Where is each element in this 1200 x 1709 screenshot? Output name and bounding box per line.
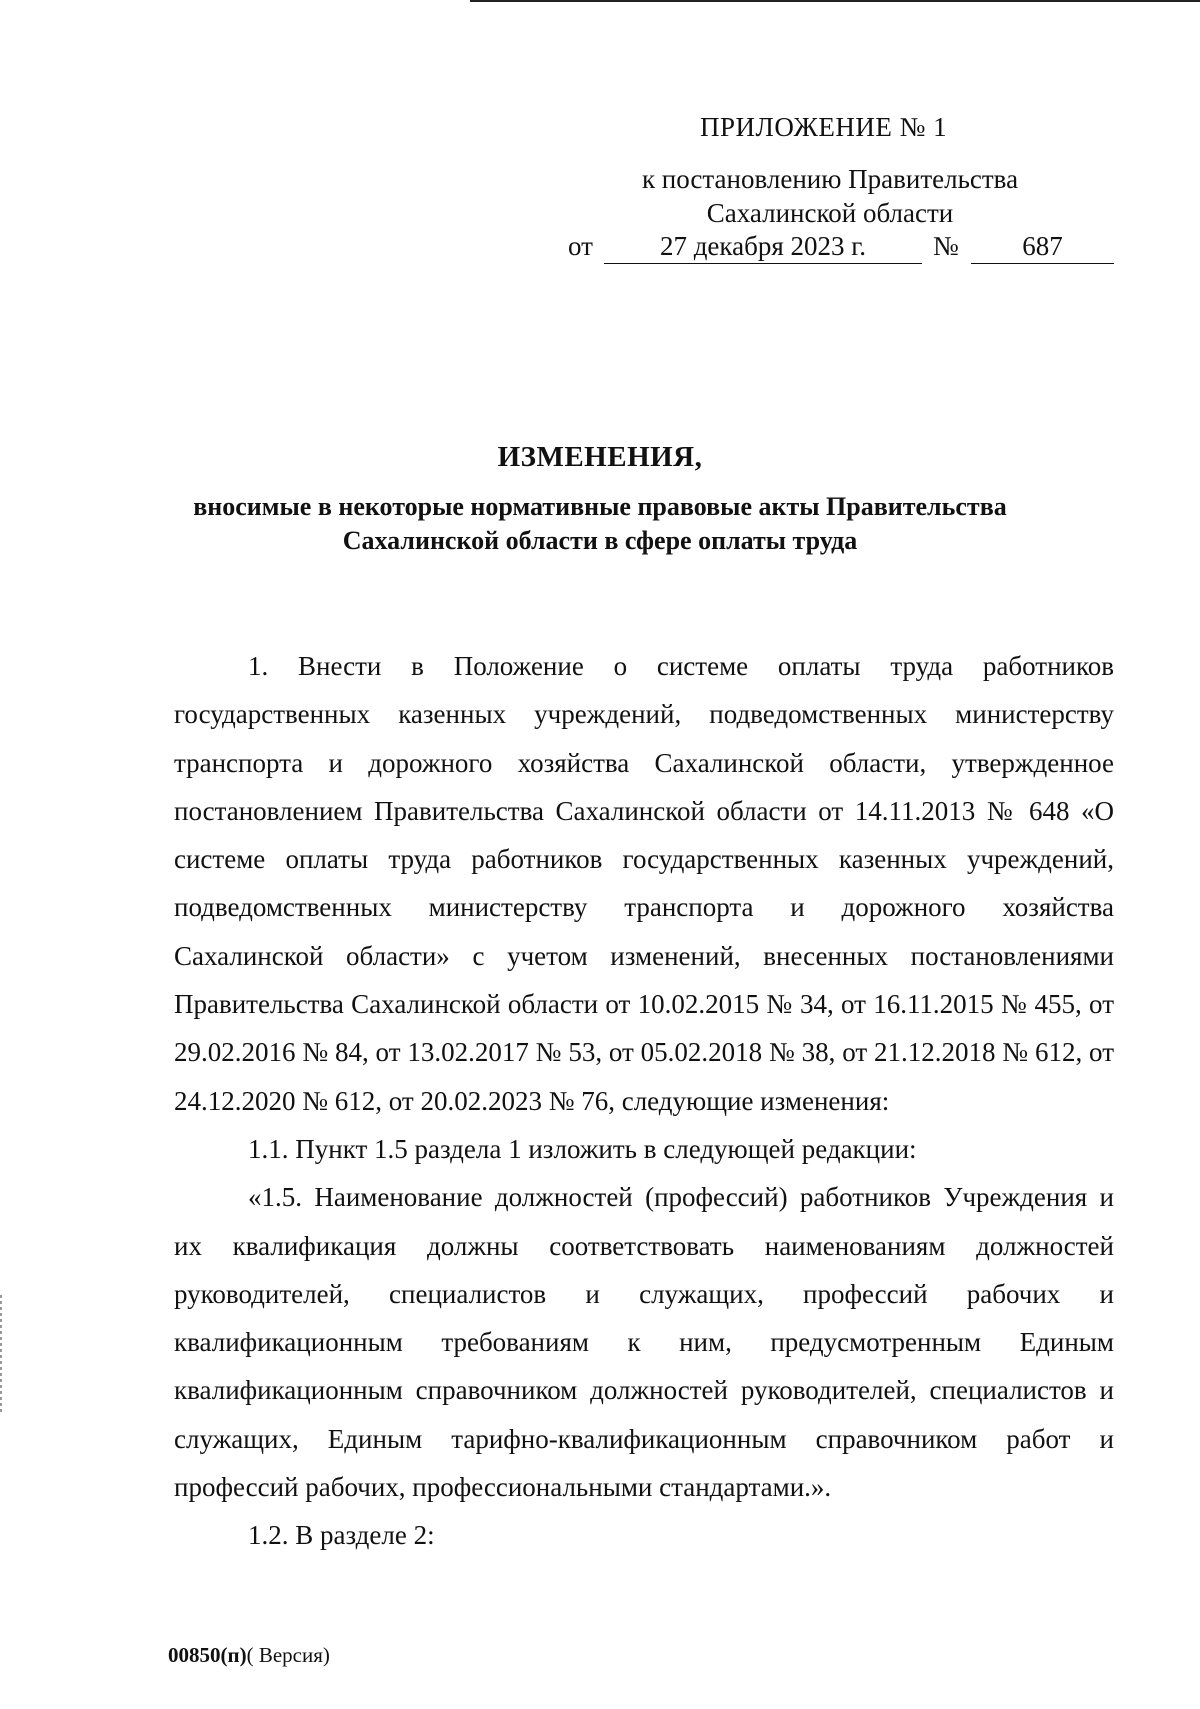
top-border-line — [470, 0, 1200, 2]
paragraph-1-5-text: «1.5. Наименование должностей (профессий) работников Учреждения и их квалификация должны соответствовать наименованиям должностей руководителей, специалистов и служащих, профессий рабочих и квалификационным требованиям к ним, предусмотренным Единым квалификационным справочником должностей руководителей, специалистов и служащих, Единым тарифно-квалификационным справочником работ и профессий рабочих, профессиональными стандартами.». — [174, 1182, 1114, 1503]
paragraph-1-1: 1.1. Пункт 1.5 раздела 1 изложить в следующей редакции: — [248, 1133, 917, 1164]
document-body — [174, 642, 1114, 1560]
subtitle-line-2: Сахалинской области в сфере оплаты труда — [342, 526, 858, 555]
document-footer — [168, 1643, 330, 1668]
from-label: от — [568, 231, 593, 261]
appendix-label: ПРИЛОЖЕНИЕ № 1 — [700, 112, 948, 142]
subtitle-line-1: вносимые в некоторые нормативные правовые акты Правительства — [193, 492, 1007, 521]
document-subtitle — [150, 490, 1050, 558]
binding-margin-mark — [0, 1295, 2, 1415]
document-title: ИЗМЕНЕНИЯ, — [497, 441, 703, 473]
document-version: ( Версия) — [246, 1643, 330, 1667]
number-label: № — [933, 231, 959, 261]
region-name: Сахалинской области — [706, 198, 954, 228]
paragraph-1-2: 1.2. В разделе 2: — [248, 1520, 435, 1551]
resolution-reference: к постановлению Правительства — [641, 164, 1019, 194]
paragraph-1: 1. Внести в Положение о системе оплаты труда работников государственных казенных учреждений, подведомственных министерству транспорта и дорожного хозяйства Сахалинской области, утвержденное постановлением Правительства Сахалинской области от 14.11.2013 № 648 «О системе оплаты труда работников государственных казенных учреждений, подведомственных министерству транспорта и дорожного хозяйства Сахалинской области» с учетом изменений, внесенных постановлениями Правительства Сахалинской области от 10.02.2015 № 34, от 16.11.2015 № 455, от 29.02.2016 № 84, от 13.02.2017 № 53, от 05.02.2018 № 38, от 21.12.2018 № 612, от 24.12.2020 № 612, от 20.02.2023 № 76, следующие изменения: — [174, 651, 1114, 1116]
resolution-date: 27 декабря 2023 г. — [604, 231, 922, 264]
document-code: 00850(п) — [168, 1643, 247, 1667]
resolution-number: 687 — [971, 231, 1114, 264]
